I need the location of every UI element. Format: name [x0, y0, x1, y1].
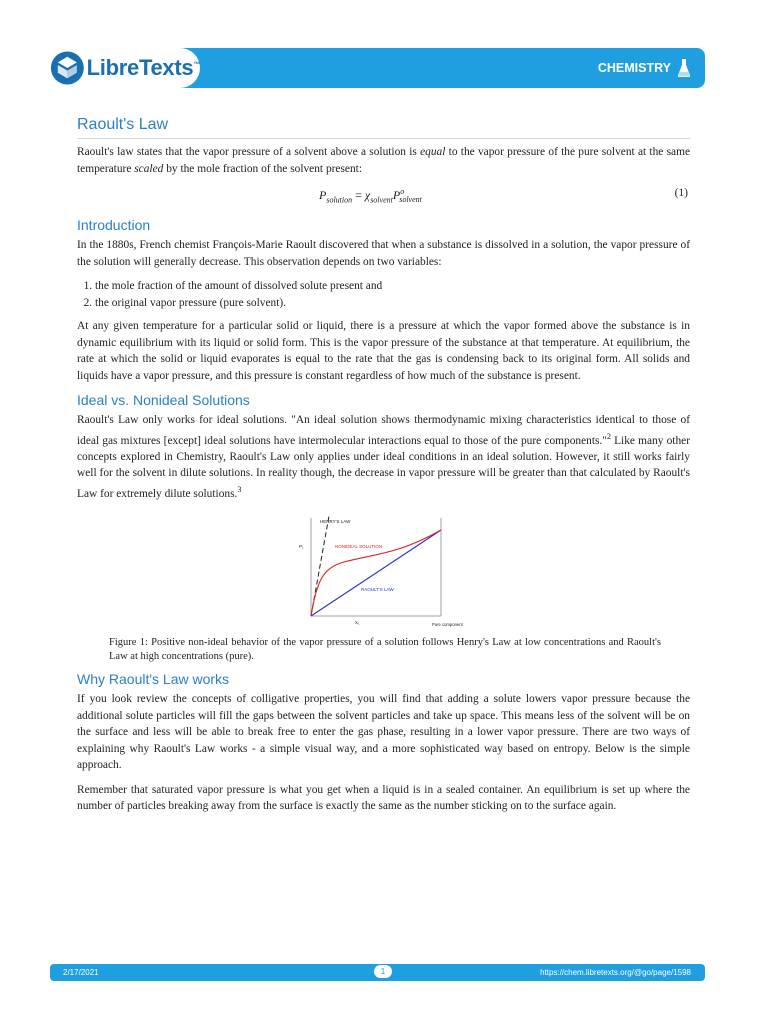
footnote-link-2[interactable]: 2	[606, 431, 611, 441]
section-heading-ideal[interactable]: Ideal vs. Nonideal Solutions	[77, 392, 250, 408]
intro-paragraph: Raoult's law states that the vapor pressure of a solvent above a solution is equal to the vapor pressure of the pure solvent at the same temperature scaled by the mole fraction of the solvent present:	[77, 146, 691, 175]
subject-label[interactable]	[598, 48, 691, 88]
header-bar	[170, 48, 705, 88]
introduction-paragraph-1: In the 1880s, French chemist François-Marie Raoult discovered that when a substance is dissolved in a solution, the vapor pressure of the solution will generally decrease. This observation depends on two variables:	[77, 239, 690, 268]
article-body	[77, 116, 690, 823]
page-number-badge: 1	[374, 965, 392, 978]
footer-date: 2/17/2021	[63, 968, 99, 977]
ideal-paragraph: Raoult's Law only works for ideal solutions. "An ideal solution shows thermodynamic mixing characteristics identical to those of ideal gas mixtures [except] ideal solutions have intermolecular interactions equal to those of the pure components."$^2$ Like many other concepts explored in Chemistry, Raoult's Law only applies under ideal conditions in an ideal solution. However, it still works fairly well for the solvent in dilute solutions. In reality though, the decrease in vapor pressure will be greater than that calculated by Raoult's Law for extremely dilute solutions.$^3$	[77, 414, 690, 500]
why-paragraph-2: Remember that saturated vapor pressure is what you get when a liquid is in a sealed container. An equilibrium is set up where the number of particles breaking away from the surface is exactly the same as the number sticking on to the surface again.	[77, 783, 690, 813]
variables-list	[77, 278, 690, 311]
raoults-law-label: RAOULT'S LAW	[361, 587, 394, 593]
raoults-equation	[77, 185, 690, 209]
page-footer	[50, 964, 705, 981]
why-paragraph-1: If you look review the concepts of colligative properties, you will find that adding a solute lowers vapor pressure because the additional solute particles will fill the gaps between the solvent particles and take up space. This means less of the solvent will be on the surface and less will be able to break free to enter the gas phase, resulting in a lower vapor pressure. There are two ways of explaining why Raoult's Law works - a simple visual way, and a more sophisticated way based on entropy. Below is the simple approach.	[77, 693, 690, 772]
pure-component-label: Pure component	[432, 622, 463, 628]
y-axis-label: P₁	[299, 544, 304, 550]
section-heading-why[interactable]: Why Raoult's Law works	[77, 671, 230, 688]
page-title: Raoult's Law	[77, 116, 690, 139]
flask-icon	[677, 58, 691, 78]
vapor-pressure-diagram	[289, 510, 479, 630]
x-axis-label: X₁	[355, 620, 360, 626]
figure-1	[77, 510, 690, 630]
section-heading-introduction[interactable]: Introduction	[77, 217, 151, 233]
nonideal-label: NONIDEAL SOLUTION	[335, 544, 383, 550]
introduction-paragraph-2: At any given temperature for a particular solid or liquid, there is a pressure at which the vapor formed above the substance is in dynamic equilibrium with its liquid or solid form. This is the vapor pressure of the substance at that temperature. At equilibrium, the rate at which the solid or liquid evaporates is equal to the rate that the gas is condensing back to its original form. All solids and liquids have a vapor pressure, and this pressure is constant regardless of how much of the substance is present.	[77, 320, 690, 382]
subject-text: CHEMISTRY	[597, 61, 671, 75]
list-item: 1. the mole fraction of the amount of dissolved solute present and	[95, 278, 690, 295]
footnote-link-3[interactable]: 3	[237, 484, 242, 494]
libretexts-logo[interactable]	[50, 48, 200, 88]
equation-body: $P_{solution} = \chi_{solvent}P^o_{solvent}$	[319, 187, 422, 205]
logo-wordmark: LibreTexts™	[86, 55, 200, 80]
figure-caption: Figure 1: Positive non-ideal behavior of the vapor pressure of a solution follows Henry's Law at low concentrations and Raoult's Law at high concentrations (pure).	[109, 637, 661, 662]
page-header	[50, 48, 705, 88]
list-item: 2. the original vapor pressure (pure solvent).	[95, 295, 690, 312]
equation-number: (1)	[674, 187, 688, 199]
henrys-law-label: HENRY'S LAW	[320, 519, 351, 525]
libretexts-logo-icon	[50, 48, 85, 88]
footer-url-link[interactable]: https://chem.libretexts.org/@go/page/1598	[540, 968, 691, 977]
